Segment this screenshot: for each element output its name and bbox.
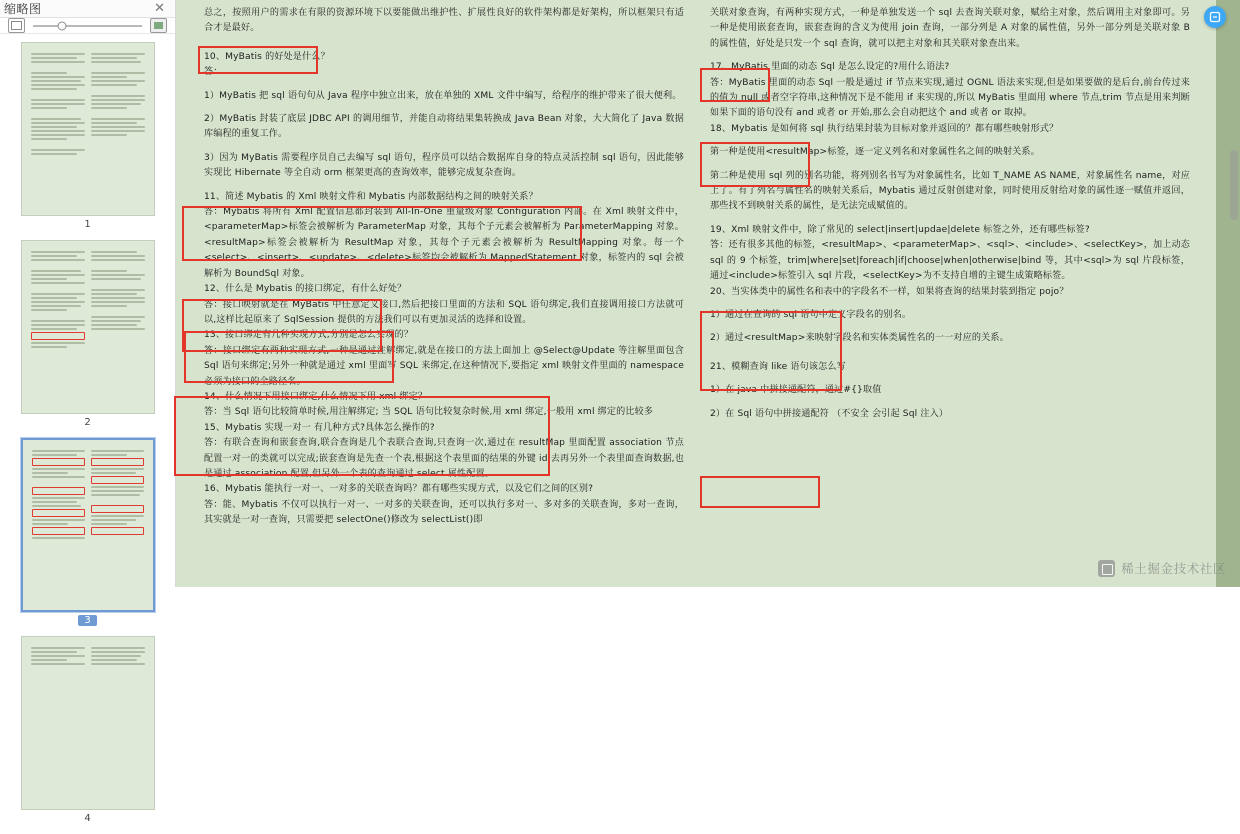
paragraph: 答：MyBatis 里面的动态 Sql 一般是通过 if 节点来实现,通过 OGNL 语法来实现,但是如果要做的是后台,前台传过来的值为 null 或者空字符串,这种情况下是不能用 if 来实现的,所以 MyBatis 里面用 where 节点,trim 节点是用来判断如果下面的语句没有 and 或者 or 开始,那么会自动把这个 and 或者 or 取掉。 (710, 77, 1190, 119)
juejin-logo-icon (1098, 560, 1115, 577)
document-viewer[interactable] (176, 0, 1240, 587)
zoom-slider[interactable] (33, 18, 142, 33)
question-20-heading: 20、当实体类中的属性名和表中的字段名不一样，如果将查询的结果封装到指定 pojo？ (710, 286, 1069, 297)
thumbnail-page-1[interactable] (0, 42, 175, 230)
thumbnail-sidebar (0, 0, 176, 824)
question-11-heading: 11、简述 Mybatis 的 Xml 映射文件和 Mybatis 内部数据结构之间的映射关系？ (204, 191, 538, 202)
thumbnail-page-3[interactable] (0, 438, 175, 626)
paragraph: 第二种是使用 sql 列的别名功能，将列别名书写为对象属性名，比如 T_NAME AS NAME，对象属性名 name，对应上了。有了列名与属性名的映射关系后，Mybatis 通过反射创建对象，同时使用反射给对象的属性逐一赋值并返回，那些找不到映射关系的属性，是无法完成赋值的。 (710, 170, 1190, 212)
vertical-scrollbar[interactable] (1230, 0, 1238, 587)
page-fit-icon[interactable] (8, 18, 25, 33)
thumbnail-page-number: 4 (84, 813, 91, 824)
question-19-heading: 19、Xml 映射文件中，除了常见的 select|insert|updae|delete 标签之外，还有哪些标签? (710, 224, 1090, 235)
question-16-heading: 16、Mybatis 能执行一对一、一对多的关联查询吗？都有哪些实现方式，以及它们之间的区别? (204, 484, 594, 495)
zoom-slider-track (33, 25, 142, 27)
paragraph: 关联对象查询，有两种实现方式，一种是单独发送一个 sql 去查询关联对象，赋给主对象，然后调用主对象即可。另一种是使用嵌套查询，嵌套查询的含义为使用 join 查询，一部分列是 A 对象的属性值，另外一部分列是关联对象 B 的属性值，好处是只发一个 sql 查询，就可以把主对象和其关联对象查出来。 (710, 8, 1190, 49)
watermark (1098, 559, 1226, 577)
question-14-heading: 14、什么情况下用接口绑定,什么情况下用 xml 绑定？ (204, 391, 428, 402)
thumbnail-preview[interactable] (21, 240, 155, 414)
question-15-heading: 15、Mybatis 实现一对一 有几种方式?具体怎么操作的? (204, 422, 435, 433)
paragraph: 总之，按照用户的需求在有限的资源环境下以要能做出维护性、扩展性良好的软件架构都是好架构，所以框架只有适合才是最好。 (204, 8, 684, 34)
paragraph: 2）通过<resultMap>来映射字段名和实体类属性名的一一对应的关系。 (710, 333, 1009, 344)
paragraph: 3）因为 MyBatis 需要程序员自己去编写 sql 语句，程序员可以结合数据库自身的特点灵活控制 sql 语句，因此能够实现比 Hibernate 等全自动 orm 框架更高的查询效率，能够完成复杂查询。 (204, 152, 684, 179)
thumbnail-preview[interactable] (21, 42, 155, 216)
paragraph: 答：还有很多其他的标签，<resultMap>、<parameterMap>、<sql>、<include>、<selectKey>，加上动态 sql 的 9 个标签，trim|where|set|foreach|if|choose|when|otherwise|bind 等，其中<sql>为 sql 片段标签，通过<include>标签引入 sql 片段，<selectKey>为不支持自增的主键生成策略标签。 (710, 240, 1190, 282)
watermark-text: 稀土掘金技术社区 (1121, 561, 1226, 576)
question-18-heading: 18、Mybatis 是如何将 sql 执行结果封装为目标对象并返回的？都有哪些映射形式？ (710, 123, 1059, 134)
page-fit-glyph (11, 21, 22, 30)
paragraph: 答：有联合查询和嵌套查询,联合查询是几个表联合查询,只查询一次,通过在 resultMap 里面配置 association 节点配置一对一的类就可以完成;嵌套查询是先查一个表,根据这个表里面的结果的外键 id,去再另外一个表里面查询数据,也是通过 association 配置,但另外一个表的查询通过 select 属性配置。 (204, 438, 684, 479)
thumbnail-page-number: 1 (84, 219, 91, 230)
question-13-heading: 13、接口绑定有几种实现方式,分别是怎么实现的？ (204, 330, 414, 341)
close-icon[interactable]: ✕ (154, 1, 165, 16)
image-view-icon[interactable] (150, 18, 167, 33)
image-view-glyph (154, 22, 163, 29)
question-17-heading: 17、MyBatis 里面的动态 Sql 是怎么设定的?用什么语法? (710, 62, 950, 73)
scrollbar-thumb[interactable] (1230, 150, 1238, 220)
thumbnail-preview[interactable] (21, 636, 155, 810)
question-12-heading: 12、什么是 Mybatis 的接口绑定，有什么好处？ (204, 284, 407, 295)
sidebar-toolbar (0, 18, 175, 34)
document-page (176, 0, 1216, 587)
question-10-heading: 10、MyBatis 的好处是什么？ (204, 51, 330, 62)
paragraph: 答： (204, 67, 223, 78)
paragraph: 1）在 java 中拼接通配符，通过#{}取值 (710, 385, 882, 396)
thumbnail-page-4[interactable] (0, 636, 175, 824)
sidebar-header (0, 0, 175, 18)
paragraph: 答：Mybatis 将所有 Xml 配置信息都封装到 All-In-One 重量级对象 Configuration 内部。在 Xml 映射文件中，<parameterMap>标签会被解析为 ParameterMap 对象，其每个子元素会被解析为 ParameterMapping 对象。<resultMap>标签会被解析为 ResultMap 对象，其每个子元素会被解析为 ResultMapping 对象。每一个<select>、<insert>、<update>、<delete>标签均会被解析为 MappedStatement 对象，标签内的 sql 会被解析为 BoundSql 对象。 (204, 207, 684, 279)
paragraph: 答：接口绑定有两种实现方式,一种是通过注解绑定,就是在接口的方法上面加上 @Select@Update 等注解里面包含 Sql 语句来绑定;另外一种就是通过 xml 里面写 SQL 来绑定,在这种情况下,要指定 xml 映射文件里面的 namespace 必须为接口的全路径名。 (204, 345, 684, 387)
zoom-slider-knob[interactable] (58, 21, 67, 30)
paragraph: 答：当 Sql 语句比较简单时候,用注解绑定; 当 SQL 语句比较复杂时候,用 xml 绑定,一般用 xml 绑定的比较多 (204, 407, 654, 418)
annotation-box-q21 (700, 476, 820, 508)
thumbnail-page-number: 3 (78, 615, 96, 626)
thumbnail-page-number: 2 (84, 417, 91, 428)
paragraph: 1）MyBatis 把 sql 语句句从 Java 程序中独立出来，放在单独的 XML 文件中编写，给程序的维护带来了很大便利。 (204, 90, 682, 101)
sidebar-title: 缩略图 (4, 2, 42, 16)
paragraph: 第一种是使用<resultMap>标签，逐一定义列名和对象属性名之间的映射关系。 (710, 147, 1040, 158)
paragraph: 2）在 Sql 语句中拼接通配符 （不安全 会引起 Sql 注入） (710, 408, 949, 419)
thumbnail-preview[interactable] (21, 438, 155, 612)
thumbnail-page-2[interactable] (0, 240, 175, 428)
question-21-heading: 21、模糊查询 like 语句该怎么写 (710, 361, 846, 372)
thumbnail-list[interactable] (0, 34, 175, 834)
page-column-right (710, 6, 1190, 587)
paragraph: 答：能、Mybatis 不仅可以执行一对一、一对多的关联查询，还可以执行多对一、多对多的关联查询，多对一查询，其实就是一对一查询，只需要把 selectOne()修改为 selectList()即 (204, 499, 684, 526)
paragraph: 1）通过在查询的 sql 语句中定义字段名的别名。 (710, 309, 912, 320)
pdf-tool-icon[interactable] (1204, 6, 1226, 28)
paragraph: 2）MyBatis 封装了底层 JDBC API 的调用细节，并能自动将结果集转换成 Java Bean 对象，大大简化了 Java 数据库编程的重复工作。 (204, 114, 684, 140)
page-column-left (204, 6, 684, 587)
paragraph: 答：接口映射就是在 MyBatis 中任意定义接口,然后把接口里面的方法和 SQL 语句绑定,我们直接调用接口方法就可以,这样比起原来了 SqlSession 提供的方法我们可以有更加灵活的选择和设置。 (204, 299, 684, 325)
